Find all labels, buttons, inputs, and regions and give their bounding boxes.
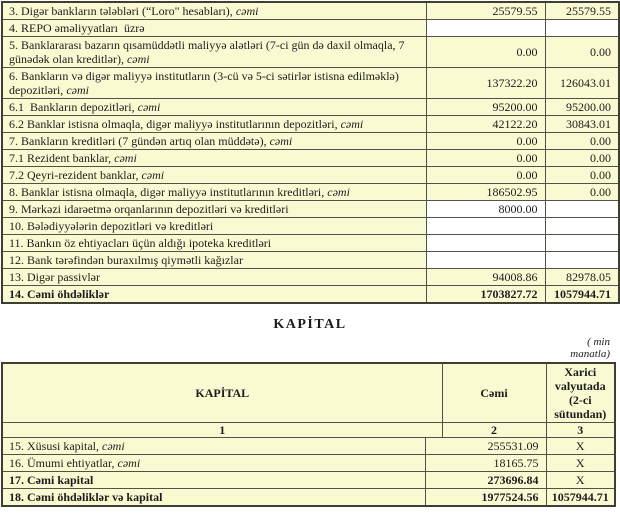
capital-label-cell xyxy=(2,455,425,472)
capital-total-cell: 1977524.56 xyxy=(425,489,546,507)
liability-foreign-cell: 0.00 xyxy=(545,150,619,167)
liability-total-cell: 25579.55 xyxy=(426,2,545,20)
capital-label: 16. Ümumi ehtiyatlar, xyxy=(9,456,118,470)
capital-row xyxy=(2,472,615,489)
liability-foreign-cell: 1057944.71 xyxy=(545,286,619,304)
liability-label: 6. Bankların və digər maliyyə institutların (3-cü və 5-ci sətirlər istisna edilməklə) depozitləri, xyxy=(9,69,402,97)
liability-label-suffix: cəmi xyxy=(66,83,89,97)
liability-row xyxy=(2,201,619,218)
capital-index-3: 3 xyxy=(546,423,615,438)
liability-label: 8. Banklar istisna olmaqla, digər maliyyə institutlarının kreditləri, xyxy=(9,185,328,199)
liability-row xyxy=(2,2,619,20)
liability-row xyxy=(2,218,619,235)
capital-label-cell xyxy=(2,472,425,489)
liability-row xyxy=(2,252,619,269)
liability-label-cell xyxy=(2,20,426,37)
liability-label: 11. Bankın öz ehtiyacları üçün aldığı ipoteka kreditləri xyxy=(9,236,272,250)
liability-label-suffix: cəmi xyxy=(235,4,259,18)
capital-row xyxy=(2,455,615,472)
unit-note-line1: ( min xyxy=(587,336,610,348)
capital-label: 15. Xüsusi kapital, xyxy=(9,439,102,453)
liability-total-cell: 95200.00 xyxy=(426,99,545,116)
capital-row xyxy=(2,489,615,507)
liability-label-suffix: cəmi xyxy=(269,134,293,148)
liability-label-suffix: cəmi xyxy=(327,185,350,199)
liability-label-cell xyxy=(2,150,426,167)
liability-foreign-cell: 0.00 xyxy=(545,133,619,150)
capital-header-row xyxy=(2,363,615,423)
capital-index-1: 1 xyxy=(2,423,442,438)
capital-foreign-cell: X xyxy=(546,455,615,472)
liability-label-cell xyxy=(2,99,426,116)
liability-label-cell xyxy=(2,235,426,252)
liability-foreign-cell: 0.00 xyxy=(545,37,619,68)
capital-header-foreign: Xarici valyutada (2-ci sütundan) xyxy=(546,363,615,423)
liability-row xyxy=(2,133,619,150)
liability-label: 13. Digər passivlər xyxy=(9,270,100,284)
liability-foreign-cell xyxy=(545,201,619,218)
liability-label-cell xyxy=(2,252,426,269)
liability-label-suffix: cəmi xyxy=(126,52,150,66)
liability-label-suffix: cəmi xyxy=(137,100,161,114)
liability-total-cell: 0.00 xyxy=(426,167,545,184)
capital-table xyxy=(1,362,616,507)
liability-row xyxy=(2,68,619,99)
liability-label-cell xyxy=(2,116,426,133)
liability-label: 7. Bankların kreditləri (7 gündən artıq olan müddətə), xyxy=(9,134,270,148)
liability-label: 14. Cəmi öhdəliklər xyxy=(9,287,110,301)
liability-row xyxy=(2,167,619,184)
liability-foreign-cell xyxy=(545,218,619,235)
capital-index-row xyxy=(2,423,615,438)
liability-label: 6.1 Bankların depozitləri, xyxy=(9,100,138,114)
liability-label: 4. REPO əməliyyatları üzrə xyxy=(9,21,145,35)
capital-label-suffix: cəmi xyxy=(102,439,125,453)
liability-total-cell xyxy=(426,235,545,252)
liability-total-cell xyxy=(426,218,545,235)
liability-label-suffix: cəmi xyxy=(141,168,165,182)
capital-foreign-cell: X xyxy=(546,472,615,489)
capital-label: 17. Cəmi kapital xyxy=(9,473,94,487)
capital-label-cell xyxy=(2,438,425,455)
liability-total-cell: 0.00 xyxy=(426,37,545,68)
liability-row xyxy=(2,20,619,37)
liability-total-cell: 94008.86 xyxy=(426,269,545,286)
capital-row xyxy=(2,438,615,455)
liability-label: 5. Banklararası bazarın qısamüddətli maliyyə alətləri (7-ci gün də daxil olmaqla, 7 günədək olan kreditlər), xyxy=(9,38,408,66)
liability-row xyxy=(2,286,619,304)
liability-foreign-cell: 25579.55 xyxy=(545,2,619,20)
capital-foreign-cell: 1057944.71 xyxy=(546,489,615,507)
capital-total-cell: 18165.75 xyxy=(425,455,546,472)
capital-label-cell xyxy=(2,489,425,507)
capital-label: 18. Cəmi öhdəliklər və kapital xyxy=(9,490,163,504)
liability-foreign-cell: 82978.05 xyxy=(545,269,619,286)
liability-label: 12. Bank tərəfindən buraxılmış qiymətli kağızlar xyxy=(9,253,243,267)
liability-label-suffix: cəmi xyxy=(114,151,137,165)
liability-foreign-cell xyxy=(545,20,619,37)
liability-foreign-cell xyxy=(545,252,619,269)
unit-note-line2: manatla) xyxy=(570,347,610,360)
liability-label: 7.1 Rezident banklar, xyxy=(9,151,115,165)
liability-total-cell: 0.00 xyxy=(426,133,545,150)
liability-label-cell xyxy=(2,218,426,235)
liability-row xyxy=(2,116,619,133)
capital-header-title: KAPİTAL xyxy=(2,363,442,423)
liabilities-table xyxy=(1,1,620,304)
liability-total-cell: 42122.20 xyxy=(426,116,545,133)
liability-label-cell xyxy=(2,37,426,68)
capital-foreign-cell: X xyxy=(546,438,615,455)
liability-foreign-cell: 0.00 xyxy=(545,184,619,201)
liability-label-cell xyxy=(2,68,426,99)
liability-foreign-cell xyxy=(545,235,619,252)
liability-total-cell xyxy=(426,252,545,269)
liability-label-cell xyxy=(2,269,426,286)
liability-row xyxy=(2,235,619,252)
liability-label-cell xyxy=(2,167,426,184)
liability-foreign-cell: 126043.01 xyxy=(545,68,619,99)
liability-label-cell xyxy=(2,184,426,201)
liability-label-cell xyxy=(2,201,426,218)
liability-label-cell xyxy=(2,2,426,20)
liability-total-cell: 1703827.72 xyxy=(426,286,545,304)
liability-row xyxy=(2,99,619,116)
liability-total-cell: 137322.20 xyxy=(426,68,545,99)
liability-label: 3. Digər bankların tələbləri (“Loro" hesabları), xyxy=(9,4,236,18)
liability-label: 10. Bələdiyyələrin depozitləri və kreditləri xyxy=(9,219,214,233)
liability-row xyxy=(2,269,619,286)
liability-total-cell: 186502.95 xyxy=(426,184,545,201)
capital-header-total: Cəmi xyxy=(442,363,546,423)
liability-foreign-cell: 0.00 xyxy=(545,167,619,184)
liability-row xyxy=(2,150,619,167)
liability-foreign-cell: 30843.01 xyxy=(545,116,619,133)
capital-label-suffix: cəmi xyxy=(117,456,141,470)
liability-row xyxy=(2,184,619,201)
liability-total-cell xyxy=(426,20,545,37)
liability-row xyxy=(2,37,619,68)
liability-foreign-cell: 95200.00 xyxy=(545,99,619,116)
liability-total-cell: 8000.00 xyxy=(426,201,545,218)
liability-label: 7.2 Qeyri-rezident banklar, xyxy=(9,168,142,182)
liability-total-cell: 0.00 xyxy=(426,150,545,167)
liability-label: 9. Mərkəzi idarəetmə orqanlarının depozitləri və kreditləri xyxy=(9,202,289,216)
capital-index-2: 2 xyxy=(442,423,546,438)
liability-label-cell xyxy=(2,133,426,150)
capital-total-cell: 255531.09 xyxy=(425,438,546,455)
report-page xyxy=(0,1,620,517)
unit-note xyxy=(0,337,610,360)
liability-label-cell xyxy=(2,286,426,304)
liability-label: 6.2 Banklar istisna olmaqla, digər maliyyə institutlarının depozitləri, xyxy=(9,117,341,131)
liability-label-suffix: cəmi xyxy=(340,117,364,131)
capital-heading: KAPİTAL xyxy=(273,317,347,332)
capital-total-cell: 273696.84 xyxy=(425,472,546,489)
